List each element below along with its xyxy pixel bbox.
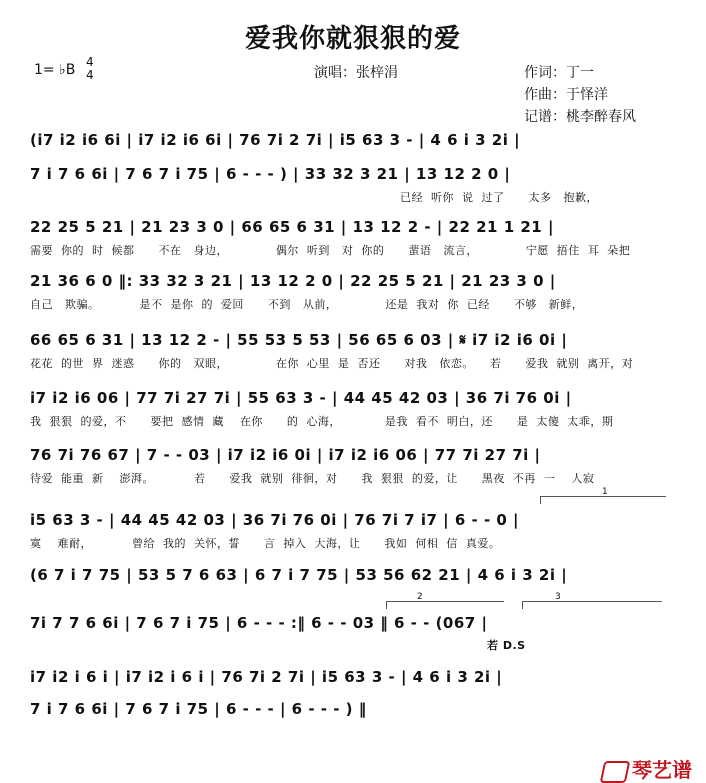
score-row-9: (6 7 i 7 75 | 53 5 7 6 63 | 6 7 i 7 75 | 53 56 62 21 | 4 6 i 3 2i | [30, 566, 568, 584]
score-row-5: 66 65 6 31 | 13 12 2 - | 55 53 5 53 | 56 65 6 03 | 𝄋 i7 i2 i6 0i | [30, 331, 568, 349]
lyric-row-5: 花花 的世 界 迷惑 你的 双眼， 在你 心里 是 否还 对我 依恋。 若 爱我 就别 离开，对 [30, 357, 634, 370]
qinyipu-logo-icon [600, 761, 631, 783]
composer-credit: 作曲：于怿洋 [524, 87, 608, 103]
key-signature: 1= ♭B [34, 62, 76, 78]
lyric-row-4: 自己 欺骗。 是不 是你 的 爱回 不到 从前， 还是 我对 你 已经 不够 新鲜， [30, 298, 584, 311]
score-row-8: i5 63 3 - | 44 45 42 03 | 36 7i 76 0i | 76 7i 7 i7 | 6 - - 0 | [30, 511, 520, 529]
volta-2-tick [386, 601, 387, 609]
brand-logo [588, 730, 692, 783]
volta-3-tick [522, 601, 523, 609]
lyric-row-8: 寞 难耐， 曾给 我的 关怀，誓 言 掉入 大海，让 我如 何相 信 真爱。 [30, 537, 501, 550]
transcriber-credit: 记谱：桃李醉春风 [524, 109, 636, 125]
volta-1-label: 1 [602, 487, 608, 497]
time-signature-bottom: 4 [86, 68, 94, 82]
score-row-1: (i7 i2 i6 6i | i7 i2 i6 6i | 76 7i 2 7i | i5 63 3 - | 4 6 i 3 2i | [30, 131, 521, 149]
volta-1-tick [540, 496, 541, 504]
lyric-row-7: 待爱 能重 新 澎湃。 若 爱我 就别 徘徊，对 我 狠狠 的爱，让 黑夜 不再 一 人寂 [30, 472, 595, 485]
lyric-row-3: 需要 你的 时 候都 不在 身边， 偶尔 听到 对 你的 蜚语 流言， 宁愿 捂住 耳 朵把 [30, 244, 631, 257]
lyric-row-6: 我 狠狠 的爱，不 要把 感情 藏 在你 的 心海， 是我 看不 明白，还 是 太傻 太乖，期 [30, 415, 614, 428]
lyric-row-2: 已经 听你 说 过了 太多 抱歉， [400, 191, 598, 204]
singer-credit: 演唱：张梓涓 [314, 65, 398, 81]
ds-marking: 若 D.S [487, 639, 526, 652]
volta-3-bracket [522, 601, 662, 602]
score-row-2: 7 i 7 6 6i | 7 6 7 i 75 | 6 - - - ) | 33 32 3 21 | 13 12 2 0 | [30, 165, 511, 183]
time-signature-top: 4 [86, 55, 94, 69]
score-row-4: 21 36 6 0 ‖: 33 32 3 21 | 13 12 2 0 | 22 25 5 21 | 21 23 3 0 | [30, 272, 556, 290]
score-row-7: 76 7i 76 67 | 7 - - 03 | i7 i2 i6 0i | i7 i2 i6 06 | 77 7i 27 7i | [30, 446, 541, 464]
score-row-10: 7i 7 7 6 6i | 7 6 7 i 75 | 6 - - - :‖ 6 - - 03 ‖ 6 - - (067 | [30, 614, 488, 632]
song-title: 爱我你就狠狠的爱 [244, 24, 461, 54]
score-row-3: 22 25 5 21 | 21 23 3 0 | 66 65 6 31 | 13 12 2 - | 22 21 1 21 | [30, 218, 554, 236]
volta-2-bracket [386, 601, 504, 602]
score-row-6: i7 i2 i6 06 | 77 7i 27 7i | 55 63 3 - | 44 45 42 03 | 36 7i 76 0i | [30, 389, 572, 407]
volta-3-label: 3 [555, 592, 561, 602]
volta-2-label: 2 [417, 592, 423, 602]
lyricist-credit: 作词：丁一 [524, 65, 594, 81]
score-row-11: i7 i2 i 6 i | i7 i2 i 6 i | 76 7i 2 7i | i5 63 3 - | 4 6 i 3 2i | [30, 668, 503, 686]
score-row-12: 7 i 7 6 6i | 7 6 7 i 75 | 6 - - - | 6 - - - ) ‖ [30, 700, 367, 718]
brand-logo-text: 琴艺谱 [632, 758, 692, 782]
